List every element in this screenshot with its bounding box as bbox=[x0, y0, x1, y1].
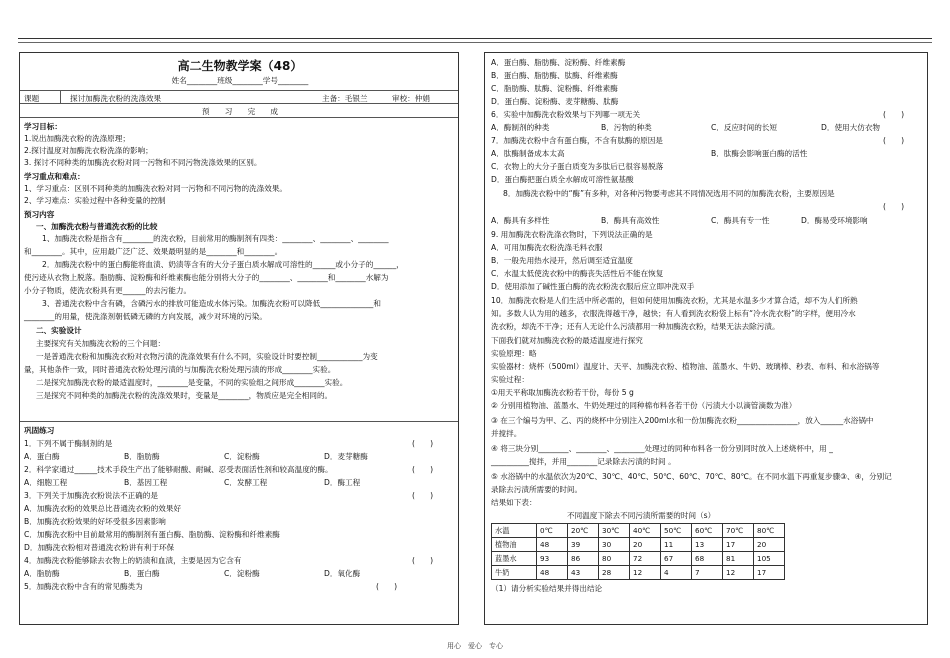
option: C．反应时间的长短 bbox=[711, 123, 778, 132]
left-column bbox=[19, 52, 459, 625]
section-heading: 一、加酶洗衣粉与普通洗衣粉的比较 bbox=[36, 222, 158, 231]
cell: 43 bbox=[568, 566, 599, 580]
option: A．蛋白酶 bbox=[24, 452, 60, 461]
question: 8．加酶洗衣粉中的“酶”有多种，对各种污物要考虑其不同情况选用不同的加酶洗衣粉，主要原因是 bbox=[503, 189, 835, 198]
option: A．肽酶制备成本太高 bbox=[491, 149, 565, 158]
option: D．使用大仿衣物 bbox=[821, 123, 881, 132]
header-cell: 80℃ bbox=[754, 524, 785, 538]
question: 4．加酶洗衣粉能够除去衣物上的奶渍和血渍，主要是因为它含有 bbox=[24, 556, 242, 565]
top-rule bbox=[18, 38, 932, 39]
editor: 主备：毛银兰 bbox=[322, 94, 368, 103]
option: B．蛋白酶、脂肪酶、肽酶、纤维素酶 bbox=[491, 71, 618, 80]
option: C．加酶洗衣粉中目前最常用的酶制剂有蛋白酶、脂肪酶、淀粉酶和纤维素酶 bbox=[24, 530, 280, 539]
header-cell: 30℃ bbox=[599, 524, 630, 538]
option: C．淀粉酶 bbox=[224, 452, 260, 461]
answer-paren: ( ) bbox=[412, 465, 434, 474]
cell: 20 bbox=[630, 538, 661, 552]
option: A．加酶洗衣粉的效果总比普通洗衣粉的效果好 bbox=[24, 504, 182, 513]
right-column bbox=[484, 52, 928, 625]
header-cell: 70℃ bbox=[723, 524, 754, 538]
cell: 12 bbox=[630, 566, 661, 580]
paragraph-line: 小分子物质，使洗衣粉具有更______的去污能力。 bbox=[24, 286, 192, 295]
table-row bbox=[492, 566, 785, 580]
step: ③ 在三个编号为甲、乙、丙的烧杯中分别注入200ml水和一份加酶洗衣粉________________，放入______水浴锅中 bbox=[491, 416, 874, 425]
paragraph-line: 主要探究有关加酶洗衣粉的三个问题： bbox=[36, 339, 166, 348]
cell: 48 bbox=[537, 566, 568, 580]
header-cell: 50℃ bbox=[661, 524, 692, 538]
paragraph-line: 结果如下表： bbox=[491, 498, 537, 507]
cell: 4 bbox=[661, 566, 692, 580]
answer-paren: ( ) bbox=[883, 136, 905, 145]
question: 1．下列不属于酶制剂的是 bbox=[24, 439, 113, 448]
paragraph-line: 3、普通洗衣粉中含有磷，含磷污水的排放可能造成水体污染。加酶洗衣粉可以降低______________和 bbox=[42, 299, 381, 308]
answer-paren: ( ) bbox=[412, 439, 434, 448]
section-heading: 二、实验设计 bbox=[36, 326, 82, 335]
header-cell: 0℃ bbox=[537, 524, 568, 538]
step: ④ 将三块分别________、________、________处理过的同种布料各一份分别同时放入上述烧杯中，用 _ bbox=[491, 444, 833, 453]
answer-paren: ( ) bbox=[412, 491, 434, 500]
student-info: 姓名________班级________学号________ bbox=[171, 76, 309, 85]
paragraph-line: 洗衣粉，却洗不干净；还有人无论什么污渍都用一种加酶洗衣粉，结果无法去除污渍。 bbox=[491, 322, 780, 331]
option: C．脂肪酶、肽酶、淀粉酶、纤维素酶 bbox=[491, 84, 618, 93]
header-cell: 水温 bbox=[492, 524, 537, 538]
divider bbox=[20, 421, 458, 422]
cell: 12 bbox=[723, 566, 754, 580]
step: 并搅拌。 bbox=[491, 429, 522, 438]
option: A．脂肪酶 bbox=[24, 569, 60, 578]
step: __________搅拌，并用________记录除去污渍的时间 。 bbox=[491, 457, 676, 466]
paragraph-line: 实验原理：略 bbox=[491, 349, 537, 358]
question: 6．实验中加酶洗衣粉效果与下列哪一项无关 bbox=[491, 110, 641, 119]
cell: 93 bbox=[537, 552, 568, 566]
header-cell: 20℃ bbox=[568, 524, 599, 538]
cell: 72 bbox=[630, 552, 661, 566]
page-footer: 用心 爱心 专心 bbox=[447, 642, 503, 650]
page-title: 高二生物教学案（48） bbox=[177, 59, 303, 73]
goal-item: 1.说出加酶洗衣粉的洗涤原理； bbox=[24, 134, 130, 143]
option: B．污物的种类 bbox=[601, 123, 652, 132]
option: B．蛋白酶 bbox=[124, 569, 160, 578]
cell: 86 bbox=[568, 552, 599, 566]
preview-heading: 预 习 完 成 bbox=[202, 107, 278, 116]
cell: 17 bbox=[723, 538, 754, 552]
cell: 30 bbox=[599, 538, 630, 552]
option: C．衣物上的大分子蛋白质变为多肽后已很容易脱落 bbox=[491, 162, 664, 171]
keypoints-heading: 学习重点和难点： bbox=[24, 172, 85, 181]
cell: 20 bbox=[754, 538, 785, 552]
goal-item: 2.探讨温度对加酶洗衣粉洗涤的影响； bbox=[24, 146, 153, 155]
answer-paren: ( ) bbox=[883, 110, 905, 119]
option: A．酶具有多样性 bbox=[491, 216, 550, 225]
analysis-prompt: （1）请分析实验结果并得出结论 bbox=[491, 584, 603, 593]
topic-label: 课题 bbox=[24, 94, 40, 103]
cell: 植物油 bbox=[492, 538, 537, 552]
results-table bbox=[491, 523, 785, 580]
question: 2．科学家通过______技术手段生产出了能够耐酸、耐碱、忍受表面活性剂和较高温度的酶。 bbox=[24, 465, 333, 474]
step: 录除去污渍所需要的时间。 bbox=[491, 485, 583, 494]
cell: 48 bbox=[537, 538, 568, 552]
divider bbox=[20, 103, 458, 104]
option: B．基因工程 bbox=[124, 478, 168, 487]
step: ⑤ 水浴锅中的水温依次为20℃、30℃、40℃、50℃、60℃、70℃、80℃。在不同水温下再重复步骤③、④，分别记 bbox=[491, 472, 892, 481]
divider bbox=[20, 90, 458, 91]
table-row bbox=[492, 552, 785, 566]
paragraph-line: 实验过程： bbox=[491, 375, 529, 384]
answer-paren: ( ) bbox=[376, 582, 398, 591]
paragraph-line: 知。多数人认为用的越多，衣服洗得越干净，越快；有人看到洗衣粉袋上标有“冷水洗衣粉”的字样，便用冷水 bbox=[491, 309, 856, 318]
answer-paren: ( ) bbox=[412, 556, 434, 565]
step: ①用天平称取加酶洗衣粉若干份，每份 5 g bbox=[491, 388, 634, 397]
cell: 68 bbox=[692, 552, 723, 566]
option: B．一般先用热水浸开，然后调至适宜温度 bbox=[491, 256, 633, 265]
table-row bbox=[492, 538, 785, 552]
question: 9. 用加酶洗衣粉洗涤衣物时，下列说法正确的是 bbox=[491, 230, 653, 239]
cell: 蓝墨水 bbox=[492, 552, 537, 566]
option: C．发酵工程 bbox=[224, 478, 268, 487]
cell: 7 bbox=[692, 566, 723, 580]
question: 7．加酶洗衣粉中含有蛋白酶，不含有肽酶的原因是 bbox=[491, 136, 663, 145]
option: A．酶制剂的种类 bbox=[491, 123, 550, 132]
table-header-row bbox=[492, 524, 785, 538]
preview-content-heading: 预习内容 bbox=[24, 210, 55, 219]
paragraph-line: 二是探究加酶洗衣粉的最适温度时，________是变量，不同的实验组之间形成________实验。 bbox=[36, 378, 348, 387]
cell: 11 bbox=[661, 538, 692, 552]
option: C．淀粉酶 bbox=[224, 569, 260, 578]
question: 3．下列关于加酶洗衣粉说法不正确的是 bbox=[24, 491, 158, 500]
cell: 81 bbox=[723, 552, 754, 566]
reviewer: 审校：仲娟 bbox=[392, 94, 430, 103]
option: B．酶具有高效性 bbox=[601, 216, 660, 225]
option: D．酶工程 bbox=[324, 478, 361, 487]
header-cell: 40℃ bbox=[630, 524, 661, 538]
answer-paren: ( ) bbox=[883, 202, 905, 211]
cell: 13 bbox=[692, 538, 723, 552]
cell: 105 bbox=[754, 552, 785, 566]
option: B．加酶洗衣粉效果的好坏受很多因素影响 bbox=[24, 517, 166, 526]
cell: 80 bbox=[599, 552, 630, 566]
paragraph-line: 下面我们就对加酶洗衣粉的最适温度进行探究 bbox=[491, 336, 643, 345]
option: D．麦芽糖酶 bbox=[324, 452, 368, 461]
option: D．酶易受环境影响 bbox=[801, 216, 868, 225]
option: D．蛋白酶把蛋白质全水解成可溶性氨基酸 bbox=[491, 175, 634, 184]
option: D．氧化酶 bbox=[324, 569, 361, 578]
cell: 17 bbox=[754, 566, 785, 580]
option: B．肽酶会影响蛋白酶的活性 bbox=[711, 149, 808, 158]
paragraph-line: 量，其他条件一致，同时普通洗衣粉处理污渍的与加酶洗衣粉处理污渍的形成________实验。 bbox=[24, 365, 336, 374]
paragraph-line: 10．加酶洗衣粉是人们生活中所必需的，但如何使用加酶洗衣粉，尤其是水温多少才算合适，却不为人们所熟 bbox=[491, 296, 858, 305]
question: 5．加酶洗衣粉中含有的常见酶类为 bbox=[24, 582, 143, 591]
cell: 39 bbox=[568, 538, 599, 552]
paragraph-line: 2．加酶洗衣粉中的蛋白酶能将血渍、奶渍等含有的大分子蛋白质水解成可溶性的______或小分子的______， bbox=[42, 260, 404, 269]
cell: 牛奶 bbox=[492, 566, 537, 580]
cell: 28 bbox=[599, 566, 630, 580]
option: B．脂肪酶 bbox=[124, 452, 160, 461]
practice-heading: 巩固练习 bbox=[24, 426, 55, 435]
paragraph-line: 使污迹从衣物上脱落。脂肪酶、淀粉酶和纤维素酶也能分别将大分子的________、________和________水解为 bbox=[24, 273, 389, 282]
option: C．酶具有专一性 bbox=[711, 216, 770, 225]
table-title: 不同温度下除去不同污渍所需要的时间（s） bbox=[567, 511, 716, 520]
option: C．水温太低使洗衣粉中的酶丧失活性后不能在恢复 bbox=[491, 269, 664, 278]
goal-item: 3. 探讨不同种类的加酶洗衣粉对同一污物和不同污物洗涤效果的区别。 bbox=[24, 158, 262, 167]
goals-heading: 学习目标： bbox=[24, 122, 62, 131]
step: ② 分别用植物油、蓝墨水、牛奶处理过的同种棉布料各若干份（污渍大小以滴管滴数为准） bbox=[491, 401, 797, 410]
topic-text: 探讨加酶洗衣粉的洗涤效果 bbox=[70, 94, 162, 103]
option: D．蛋白酶、淀粉酶、麦芽糖酶、肽酶 bbox=[491, 97, 619, 106]
option: A．蛋白酶、脂肪酶、淀粉酶、纤维素酶 bbox=[491, 58, 626, 67]
header-cell: 60℃ bbox=[692, 524, 723, 538]
option: A．细胞工程 bbox=[24, 478, 68, 487]
divider bbox=[20, 117, 458, 118]
paragraph-line: 和________。其中，应用最广泛广泛、效果最明显的是________和________。 bbox=[24, 247, 283, 256]
paragraph-line: 实验器材：烧杯（500ml）温度计、天平、加酶洗衣粉、植物油、蓝墨水、牛奶、玻璃棒、秒表、布料、和水浴锅等 bbox=[491, 362, 880, 371]
paragraph-line: ________的用量，使洗涤剂朝低磷无磷的方向发展，减少对环境的污染。 bbox=[24, 312, 267, 321]
keypoint-item: 1、学习重点：区别不同种类的加酶洗衣粉对同一污物和不同污物的洗涤效果。 bbox=[24, 184, 288, 193]
paragraph-line: 1、加酶洗衣粉是指含有________的洗衣粉，目前常用的酶制剂有四类：________、________、________ bbox=[42, 234, 389, 243]
option: D．加酶洗衣粉相对普通洗衣粉讲有利于环保 bbox=[24, 543, 175, 552]
keypoint-item: 2、学习难点：实验过程中各种变量的控制 bbox=[24, 196, 166, 205]
paragraph-line: 一是普通洗衣粉和加酶洗衣粉对衣物污渍的洗涤效果有什么不同，实验设计时要控制____________为变 bbox=[36, 352, 378, 361]
option: D．使用添加了碱性蛋白酶的洗衣粉洗衣服后应立即冲洗双手 bbox=[491, 282, 695, 291]
top-rule-2 bbox=[18, 42, 932, 43]
cell: 67 bbox=[661, 552, 692, 566]
paragraph-line: 三是探究不同种类的加酶洗衣粉的洗涤效果时，变量是________，物质应是完全相同的。 bbox=[36, 391, 333, 400]
option: A．可用加酶洗衣粉洗涤毛料衣服 bbox=[491, 243, 603, 252]
